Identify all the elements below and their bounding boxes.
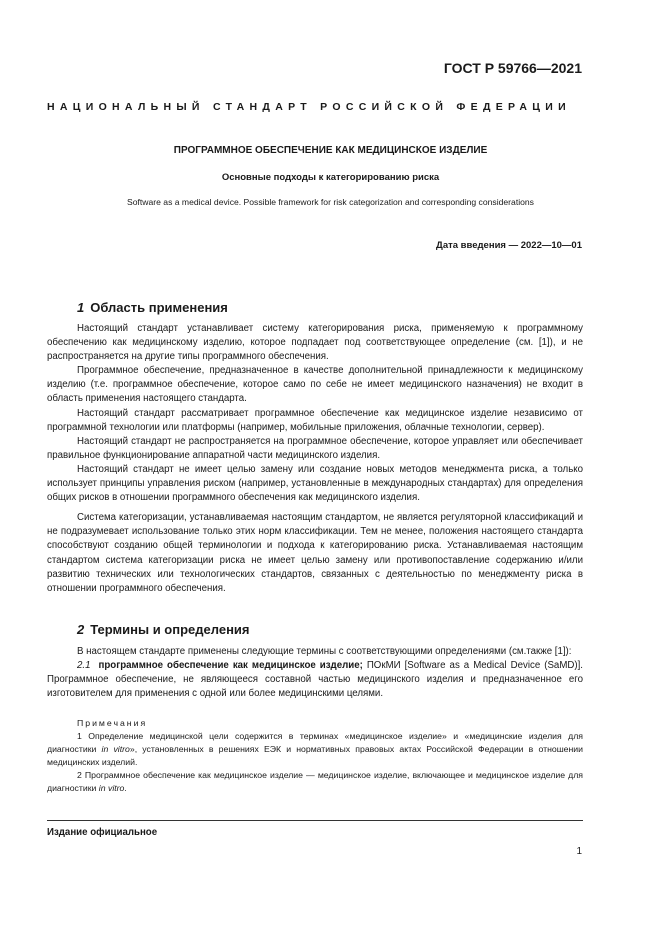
note-1-italic: in vitro [101, 744, 130, 754]
term-definition [47, 659, 583, 701]
section-2-number: 2 [77, 622, 85, 637]
paragraph: Система категоризации, устанавливаемая настоящим стандартом, не является регуляторной классификаций и не подразумевает использование только этих норм классификации. Тем не менее, положения настоящего стандарта способствуют созданию общей терминологии и подхода к категорированию риска. Устанавливаемая настоящим стандартом система категоризации риска не имеет целью замену или противопоставление содержанию и/или развитию технических или технологических стандартов, связанных с деятельностью по менеджменту риска в отношении программного обеспечения. [47, 512, 583, 594]
paragraph: Настоящий стандарт рассматривает программное обеспечение как медицинское изделие независимо от программной технологии или платформы (например, мобильные приложения, облачные технологии, сервер). [47, 407, 583, 433]
paragraph: Настоящий стандарт устанавливает систему категорирования риска, применяемую к программному обеспечению как медицинскому изделию, которое подпадает под соответствующее определение (см. [1]), и не распространяется на другие типы программного обеспечения. [47, 323, 583, 363]
section-1-number: 1 [77, 300, 85, 315]
section-2-intro: В настоящем стандарте применены следующие термины с соответствующими определениями (см.также [1]): [77, 646, 572, 657]
section-2-heading [77, 622, 250, 637]
note-2-italic: in vitro [98, 783, 125, 793]
term-number: 2.1 [77, 660, 91, 672]
section-1-heading [77, 300, 228, 315]
note-1-text: 1 Определение медицинской цели содержится в терминах «медицинское изделие» и «медицинские изделия для диагностики [47, 731, 583, 754]
note-2 [47, 769, 583, 795]
national-standard-heading: НАЦИОНАЛЬНЫЙ СТАНДАРТ РОССИЙСКОЙ ФЕДЕРАЦИИ [47, 101, 571, 113]
section-1-body [47, 322, 583, 596]
note-2-text-end: . [124, 783, 127, 793]
paragraph: Настоящий стандарт не имеет целью замену или создание новых методов менеджмента риска, а только использует принципы управления риском (например, установленные в международных стандартах) для определения общих рисков в отношении программного обеспечения как медицинского изделия. [47, 463, 583, 504]
document-title: ПРОГРАММНОЕ ОБЕСПЕЧЕНИЕ КАК МЕДИЦИНСКОЕ ИЗДЕЛИЕ [173, 145, 488, 156]
page-number: 1 [576, 846, 582, 857]
note-1 [47, 730, 583, 769]
notes-block [47, 717, 583, 795]
note-2-text: 2 Программное обеспечение как медицинское изделие — медицинское изделие, включающее и медицинское изделие для диагностики [47, 770, 583, 793]
gost-number: ГОСТ Р 59766—2021 [443, 60, 582, 76]
document-subtitle: Основные подходы к категорированию риска [221, 172, 440, 183]
term-name: программное обеспечение как медицинское изделие; [98, 660, 363, 672]
term-definition-text: ПОкМИ [Software as a Medical Device (SaMD)]. Программное обеспечение, не являющееся составной частью медицинского изделия и предназначенное его изготовителем для применения с одной или более медицинскими целями. [47, 660, 583, 700]
paragraph: Программное обеспечение, предназначенное в качестве дополнительной принадлежности к медицинскому изделию (т.е. программное обеспечение, которое само по себе не имеет медицинского назначения) не входит в область применения настоящего стандарта. [47, 365, 583, 405]
section-1-title: Область применения [90, 300, 228, 315]
footer-divider [47, 820, 583, 821]
paragraph: Настоящий стандарт не распространяется на программное обеспечение, которое управляет или обеспечивает правильное функционирование аппаратной части медицинского изделия. [47, 435, 583, 461]
intro-date: Дата введения — 2022—10—01 [436, 240, 582, 251]
section-2-title: Термины и определения [90, 622, 250, 637]
english-title: Software as a medical device. Possible framework for risk categorization and corresponding considerations [127, 197, 534, 207]
official-edition-label: Издание официальное [47, 827, 158, 838]
section-2-body [47, 645, 583, 701]
note-1-text-end: », установленных в решениях ЕЭК и нормативных правовых актах Российской Федерации в отношении медицинских изделий. [47, 744, 584, 767]
notes-label: Примечания [77, 718, 148, 728]
